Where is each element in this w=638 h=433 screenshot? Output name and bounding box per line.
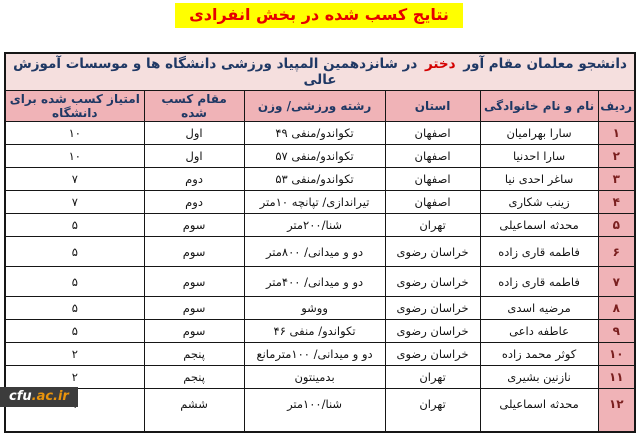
cell-rank: دوم: [144, 191, 244, 214]
table-row: [5, 237, 635, 267]
cell-score: ۲: [5, 366, 144, 389]
cell-row-number: ۲: [598, 145, 635, 168]
caption-prefix: دانشجو معلمان مقام آور: [463, 56, 627, 72]
table-row: [5, 297, 635, 320]
cell-name: عاطفه داعی: [480, 320, 598, 343]
cell-name: کوثر محمد زاده: [480, 343, 598, 366]
caption-highlight: دختر: [425, 56, 456, 72]
cell-rank: دوم: [144, 168, 244, 191]
cell-sport: ووشو: [244, 297, 385, 320]
results-table: [4, 52, 636, 433]
cell-score: ۱۰: [5, 145, 144, 168]
table-row: [5, 267, 635, 297]
cell-sport: دو و میدانی/ ۴۰۰متر: [244, 267, 385, 297]
cell-rank: اول: [144, 122, 244, 145]
cell-province: تهران: [385, 214, 480, 237]
cell-sport: شنا/۱۰۰متر: [244, 389, 385, 432]
cell-sport: تکواندو/منفی ۵۷: [244, 145, 385, 168]
table-row: [5, 343, 635, 366]
cell-score: ۷: [5, 191, 144, 214]
table-row: [5, 122, 635, 145]
column-header-1: نام و نام خانوادگی: [480, 91, 598, 122]
cell-province: اصفهان: [385, 168, 480, 191]
column-header-3: رشته ورزشی/ وزن: [244, 91, 385, 122]
table-row: [5, 214, 635, 237]
cell-name: فاطمه قاری زاده: [480, 237, 598, 267]
cell-sport: دو و میدانی/ ۸۰۰متر: [244, 237, 385, 267]
cell-score: ۲: [5, 343, 144, 366]
cell-name: زینب شکاری: [480, 191, 598, 214]
cell-province: اصفهان: [385, 191, 480, 214]
cell-row-number: ۸: [598, 297, 635, 320]
cell-sport: تکواندو/منفی ۵۳: [244, 168, 385, 191]
table-row: [5, 366, 635, 389]
cell-name: فاطمه قاری زاده: [480, 267, 598, 297]
cell-name: سارا احدنیا: [480, 145, 598, 168]
watermark: [0, 387, 78, 407]
cell-row-number: ۳: [598, 168, 635, 191]
cell-score: ۱۰: [5, 122, 144, 145]
table-caption: [5, 53, 635, 91]
cell-name: مرضیه اسدی: [480, 297, 598, 320]
cell-rank: سوم: [144, 237, 244, 267]
cell-score: ۵: [5, 237, 144, 267]
cell-score: ۵: [5, 297, 144, 320]
cell-row-number: ۴: [598, 191, 635, 214]
column-header-2: استان: [385, 91, 480, 122]
cell-rank: سوم: [144, 267, 244, 297]
title-bar: [0, 3, 638, 28]
cell-sport: تیراندازی/ تپانچه ۱۰متر: [244, 191, 385, 214]
cell-sport: دو و میدانی/ ۱۰۰مترمانع: [244, 343, 385, 366]
cell-province: اصفهان: [385, 122, 480, 145]
page-title: نتایج کسب شده در بخش انفرادی: [175, 3, 463, 28]
cell-name: ساغر احدی نیا: [480, 168, 598, 191]
cell-sport: شنا/۲۰۰متر: [244, 214, 385, 237]
column-header-0: ردیف: [598, 91, 635, 122]
cell-row-number: ۵: [598, 214, 635, 237]
cell-sport: تکواندو/ منفی ۴۶: [244, 320, 385, 343]
cell-score: ۵: [5, 320, 144, 343]
cell-score: ۵: [5, 267, 144, 297]
cell-sport: تکواندو/منفی ۴۹: [244, 122, 385, 145]
cell-province: خراسان رضوی: [385, 267, 480, 297]
table-row: [5, 145, 635, 168]
table-row: [5, 320, 635, 343]
cell-score: ۵: [5, 214, 144, 237]
cell-row-number: ۹: [598, 320, 635, 343]
cell-score: ۷: [5, 168, 144, 191]
cell-rank: ششم: [144, 389, 244, 432]
cell-row-number: ۱۰: [598, 343, 635, 366]
cell-row-number: ۶: [598, 237, 635, 267]
cell-name: سارا بهرامیان: [480, 122, 598, 145]
cell-row-number: ۱: [598, 122, 635, 145]
cell-rank: سوم: [144, 214, 244, 237]
cell-province: خراسان رضوی: [385, 237, 480, 267]
cell-rank: سوم: [144, 320, 244, 343]
cell-sport: بدمینتون: [244, 366, 385, 389]
cell-row-number: ۱۱: [598, 366, 635, 389]
table-row: [5, 389, 635, 432]
cell-rank: سوم: [144, 297, 244, 320]
cell-name: محدثه اسماعیلی: [480, 214, 598, 237]
watermark-bold: cfu: [9, 389, 32, 404]
cell-row-number: ۱۲: [598, 389, 635, 432]
cell-rank: پنجم: [144, 343, 244, 366]
cell-row-number: ۷: [598, 267, 635, 297]
caption-suffix: در شانزدهمین المپیاد ورزشی دانشگاه ها و موسسات آموزش عالی: [13, 56, 418, 88]
cell-rank: اول: [144, 145, 244, 168]
cell-province: خراسان رضوی: [385, 320, 480, 343]
cell-rank: پنجم: [144, 366, 244, 389]
cell-province: تهران: [385, 389, 480, 432]
watermark-rest: .ac.ir: [31, 389, 69, 404]
cell-province: تهران: [385, 366, 480, 389]
cell-name: نازنین بشیری: [480, 366, 598, 389]
table-body: [5, 122, 635, 432]
column-header-4: مقام کسب شده: [144, 91, 244, 122]
table-row: [5, 191, 635, 214]
column-header-row: [5, 91, 635, 122]
cell-province: اصفهان: [385, 145, 480, 168]
table-caption-row: [5, 53, 635, 91]
table-row: [5, 168, 635, 191]
cell-province: خراسان رضوی: [385, 343, 480, 366]
column-header-5: امتیاز کسب شده برای دانشگاه: [5, 91, 144, 122]
cell-name: محدثه اسماعیلی: [480, 389, 598, 432]
cell-province: خراسان رضوی: [385, 297, 480, 320]
